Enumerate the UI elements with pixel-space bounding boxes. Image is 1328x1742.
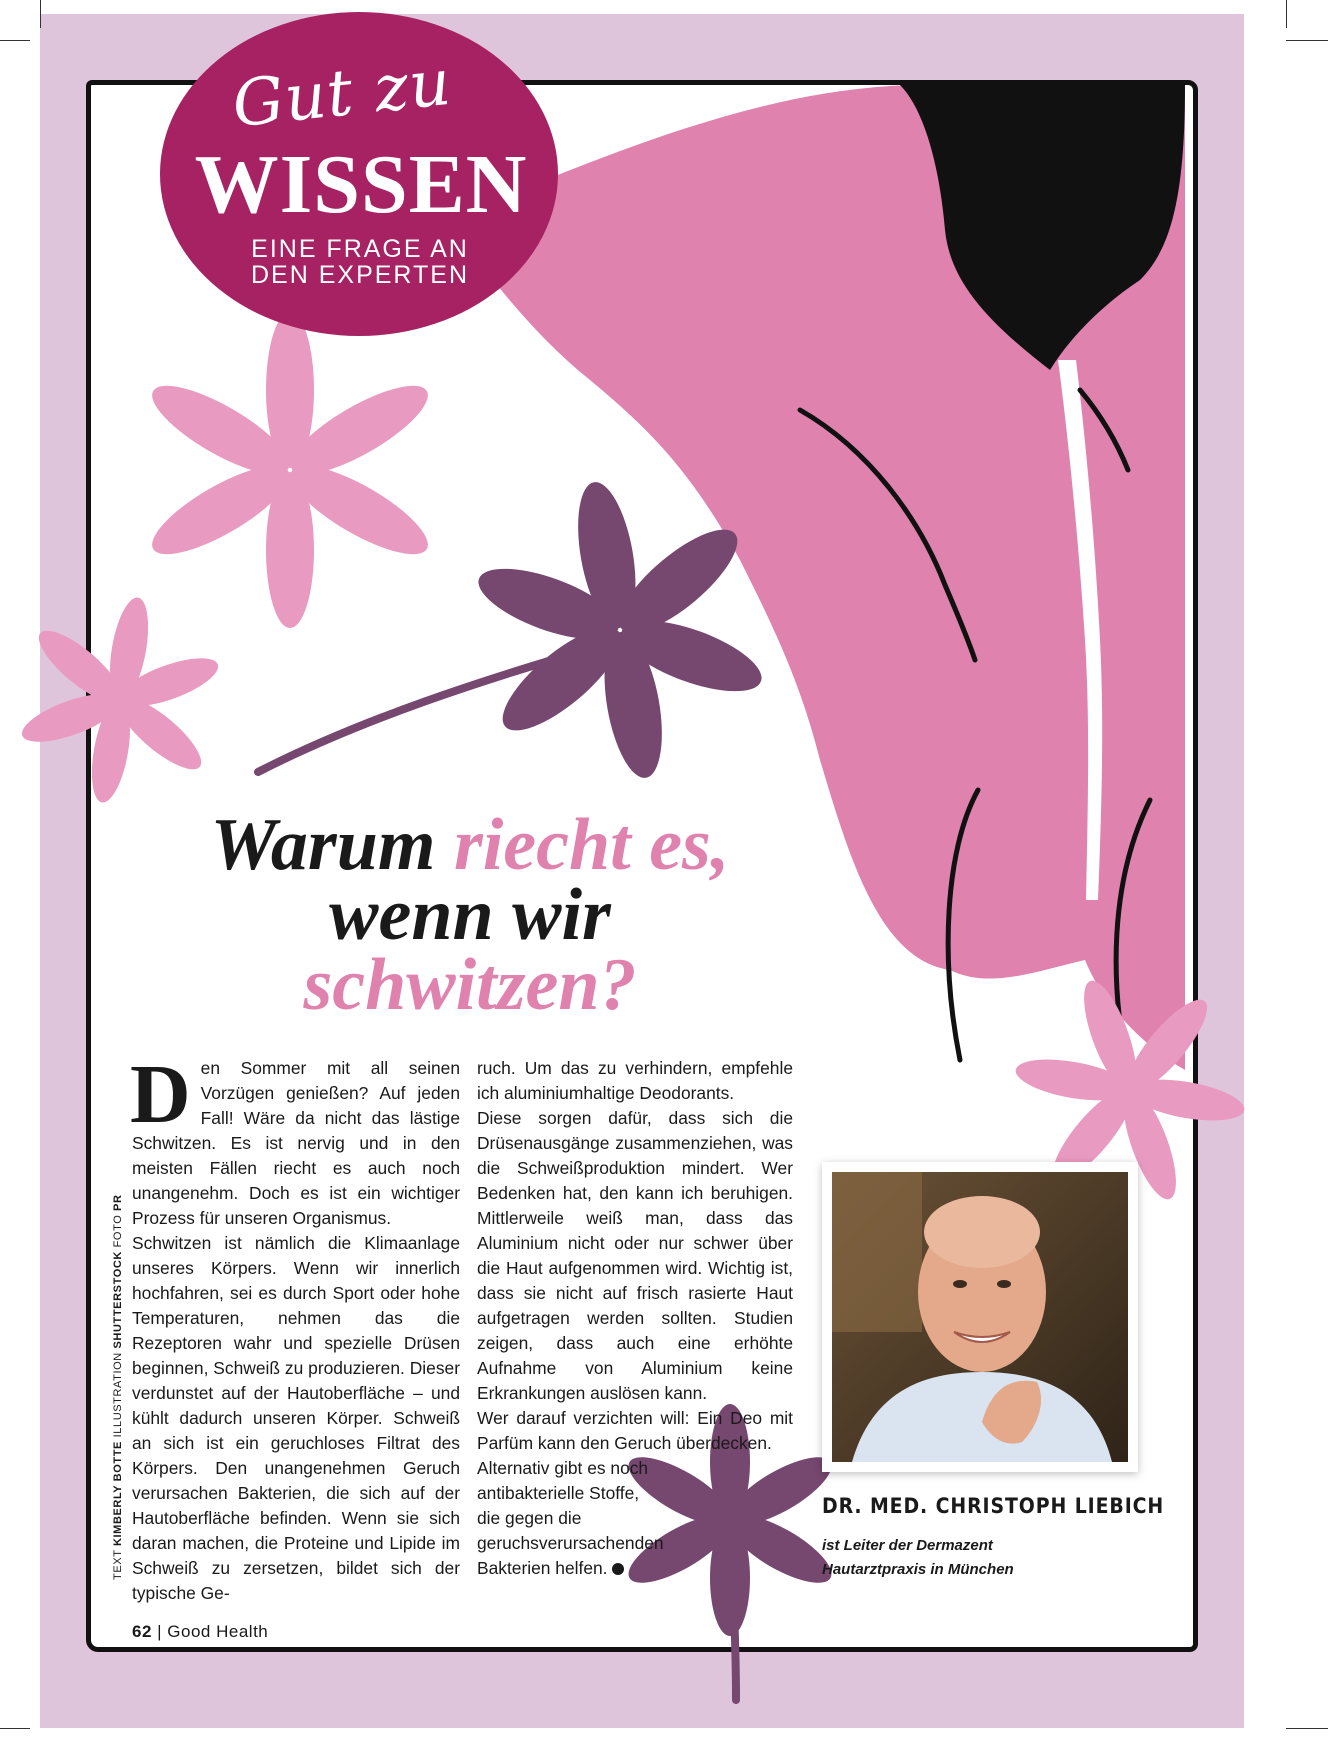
photo-credits bbox=[112, 1194, 124, 1580]
pink-flower-large bbox=[141, 312, 439, 628]
badge-subtitle-line: DEN EXPERTEN bbox=[250, 261, 470, 289]
badge-subtitle bbox=[220, 236, 500, 288]
magazine-name: Good Health bbox=[167, 1622, 269, 1641]
expert-photo bbox=[822, 1162, 1138, 1472]
expert-role bbox=[822, 1534, 1122, 1582]
page-footer bbox=[132, 1622, 268, 1642]
article-headline bbox=[120, 804, 820, 1026]
credit-label: TEXT bbox=[112, 1546, 124, 1580]
expert-role-line: ist Leiter der Dermazent bbox=[822, 1537, 993, 1554]
article-paragraph: ruch. Um das zu verhindern, empfehle ich aluminiumhaltige Deodorants. bbox=[477, 1058, 793, 1103]
headline-line-3: schwitzen? bbox=[303, 944, 637, 1026]
badge-script-text: Gut zu bbox=[229, 45, 455, 143]
end-mark-icon bbox=[612, 1563, 624, 1575]
expert-name: DR. MED. CHRISTOPH LIEBICH bbox=[822, 1494, 1165, 1518]
headline-highlight: riecht es, bbox=[453, 804, 730, 886]
paragraph-text: en Sommer mit all seinen Vorzügen genießen? Auf jeden Fall! Wäre da nicht das lästige Schwitzen. Es ist nervig und in den meisten Fällen riecht es auch noch unangenehm. Doch es ist ein wichtiger Prozess für unseren Organismus. bbox=[132, 1058, 460, 1228]
credit-label: FOTO bbox=[112, 1210, 124, 1252]
article-paragraph: Wer darauf verzichten will: Ein Deo mit Parfüm kann den Geruch überdecken. bbox=[477, 1408, 793, 1453]
credit-label: ILLUSTRATION bbox=[112, 1348, 124, 1442]
credit-value: SHUTTERSTOCK bbox=[112, 1251, 124, 1349]
badge-subtitle-line: EINE FRAGE AN bbox=[251, 235, 469, 263]
pink-flower-small bbox=[16, 595, 223, 806]
portrait-image bbox=[832, 1172, 1128, 1462]
page-number: 62 bbox=[132, 1622, 152, 1641]
headline-line-1 bbox=[120, 804, 820, 886]
drop-cap: D bbox=[130, 1048, 191, 1141]
article-paragraph bbox=[130, 1048, 460, 1231]
article-paragraph bbox=[477, 1456, 664, 1581]
folio-separator: | bbox=[151, 1622, 168, 1641]
article-column-1 bbox=[130, 1048, 460, 1606]
expert-role-line: Hautarztpraxis in München bbox=[822, 1561, 1014, 1578]
article-column-2 bbox=[477, 1056, 793, 1581]
headline-line-2: wenn wir bbox=[329, 874, 611, 956]
badge-title: WISSEN bbox=[194, 138, 528, 231]
article-paragraph: Diese sorgen dafür, dass sich die Drüsenausgänge zusammenziehen, was die Schweißproduktion mindert. Wer Bedenken hat, den kann ich beruhigen. Mittlerweile weiß man, dass das Aluminium nicht oder nur schwer über die Haut aufgenommen wird. Wichtig ist, dass sie nicht auf frisch rasierte Haut aufgetragen werden sollten. Studien zeigen, dass auch eine erhöhte Aufnahme von Aluminium keine Erkrankungen auslösen kann. bbox=[477, 1108, 793, 1403]
article-paragraph: Schwitzen ist nämlich die Klimaanlage unseres Körpers. Wenn wir innerlich hochfahren, sei es durch Sport oder hohe Temperaturen, nehmen das die Rezeptoren wahr und spezielle Drüsen beginnen, Schweiß zu produzieren. Dieser verdunstet auf der Hautoberfläche – und kühlt dadurch unseren Körper. Schweiß an sich ist ein geruchloses Filtrat des Körpers. Den unangenehmen Geruch verursachen Bakterien, die sich auf der Hautoberfläche befinden. Wenn sie sich daran machen, die Proteine und Lipide im Schweiß zu zersetzen, bildet sich der typische Ge- bbox=[132, 1233, 460, 1603]
credit-value: PR bbox=[112, 1194, 124, 1211]
headline-part: Warum bbox=[210, 804, 454, 886]
paragraph-text: Alternativ gibt es noch antibakterielle Stoffe, die gegen die geruchsverursachenden Bakterien helfen. bbox=[477, 1458, 664, 1578]
portrait-svg bbox=[832, 1172, 1128, 1462]
credit-value: KIMBERLY BOTTE bbox=[112, 1441, 124, 1547]
